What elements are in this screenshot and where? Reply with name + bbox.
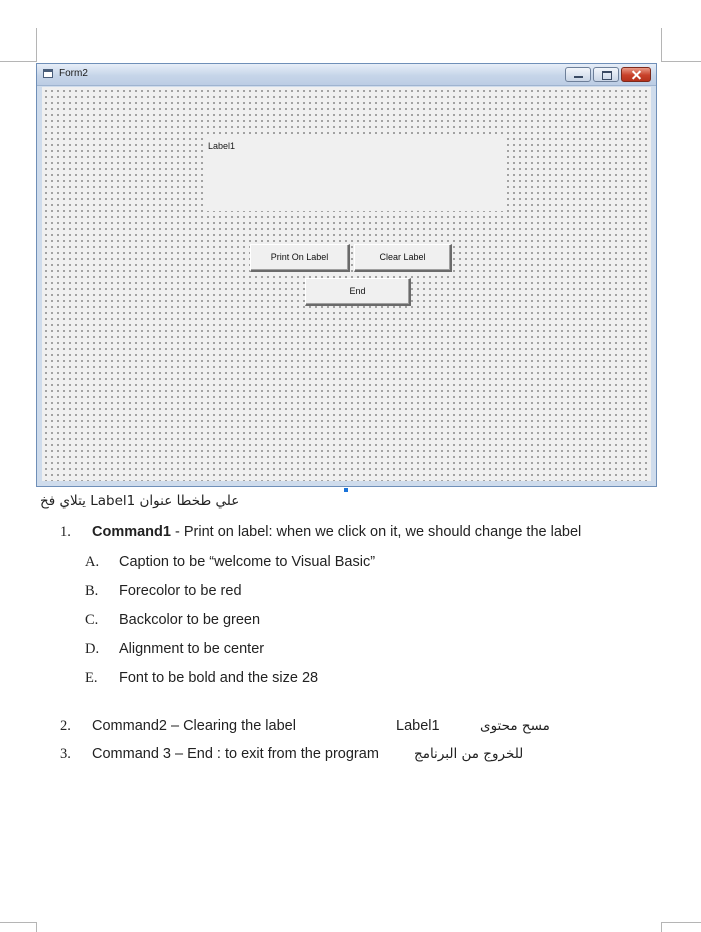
intro-arabic: علي طخطا عنوان Label1 يتلاي فخ xyxy=(40,493,240,509)
item2-label-word: Label1 xyxy=(396,718,440,734)
window-title: Form2 xyxy=(59,68,88,79)
crop-mark xyxy=(0,61,36,62)
sub-text-a: Caption to be “welcome to Visual Basic” xyxy=(119,554,376,570)
sub-text-c: Backcolor to be green xyxy=(119,612,261,628)
sub-letter-b: B. xyxy=(85,583,99,599)
sub-text-d: Alignment to be center xyxy=(119,641,265,657)
maximize-button[interactable] xyxy=(593,67,619,82)
crop-mark xyxy=(0,922,36,923)
minimize-button[interactable] xyxy=(565,67,591,82)
item3-arabic: للخروج من البرنامج xyxy=(414,746,524,762)
crop-mark xyxy=(661,28,662,62)
item1-rest: - Print on label: when we click on it, we should change the label xyxy=(170,524,582,540)
selection-handle[interactable] xyxy=(344,488,348,492)
item1-number: 1. xyxy=(60,524,71,540)
crop-mark xyxy=(661,922,701,923)
item3-text: Command 3 – End : to exit from the program xyxy=(92,746,379,762)
sub-letter-d: D. xyxy=(85,641,100,657)
form-design-grid[interactable] xyxy=(42,87,651,481)
sub-text-b: Forecolor to be red xyxy=(119,583,242,599)
crop-mark xyxy=(661,61,701,62)
close-button[interactable] xyxy=(621,67,651,82)
item2-text: Command2 – Clearing the label xyxy=(92,718,296,734)
item2-number: 2. xyxy=(60,718,71,734)
title-bar[interactable] xyxy=(37,64,656,86)
item1-text xyxy=(92,524,581,540)
crop-mark xyxy=(36,28,37,62)
item3-number: 3. xyxy=(60,746,71,762)
item2-arabic: مسح محتوى xyxy=(480,718,550,734)
sub-letter-a: A. xyxy=(85,554,100,570)
crop-mark xyxy=(661,922,662,932)
label1-control[interactable]: Label1 xyxy=(205,137,505,211)
sub-text-e: Font to be bold and the size 28 xyxy=(119,670,319,686)
clear-label-button[interactable]: Clear Label xyxy=(354,244,452,272)
item1-name: Command1 xyxy=(92,524,171,540)
end-button[interactable]: End xyxy=(305,278,411,306)
sub-letter-e: E. xyxy=(85,670,98,686)
print-on-label-button[interactable]: Print On Label xyxy=(250,244,350,272)
form-icon xyxy=(43,69,53,78)
sub-letter-c: C. xyxy=(85,612,99,628)
crop-mark xyxy=(36,922,37,932)
form-window xyxy=(36,63,657,487)
